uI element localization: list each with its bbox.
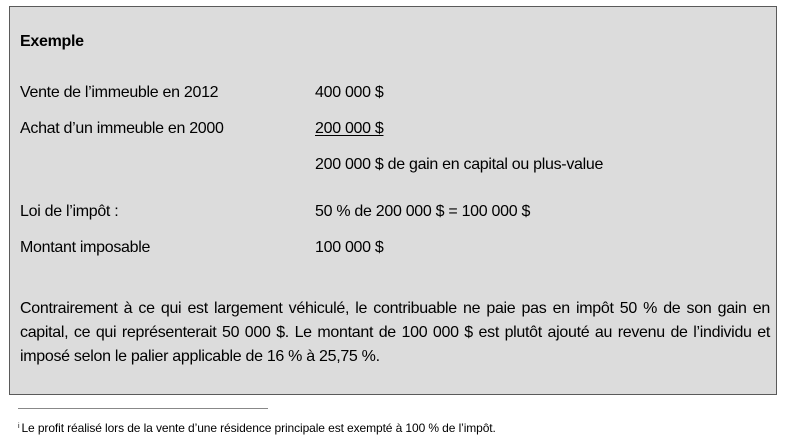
purchase-label: Achat d’un immeuble en 2000	[20, 120, 224, 137]
tax-law-value: 50 % de 200 000 $ = 100 000 $	[315, 203, 531, 220]
explanation-paragraph: Contrairement à ce qui est largement véhiculé, le contribuable ne paie pas en impôt 50 % de son gain en capital, ce qui représenterait 50 000 $. Le montant de 100 000 $ est plutôt ajouté au revenu de l’individu et imposé selon le palier applicable de 16 % à 25,75 %.	[20, 300, 770, 365]
tax-law-label: Loi de l’impôt :	[20, 203, 119, 220]
sale-label: Vente de l’immeuble en 2012	[20, 84, 219, 101]
example-box	[9, 6, 777, 395]
footnote-text: Le profit réalisé lors de la vente d’une résidence principale est exempté à 100 % de l’impôt.	[21, 421, 496, 435]
footnote-marker: i	[18, 423, 20, 430]
footnote	[18, 421, 496, 435]
example-title: Exemple	[20, 33, 84, 50]
taxable-amount-value: 100 000 $	[315, 239, 384, 256]
taxable-amount-label: Montant imposable	[20, 239, 151, 256]
capital-gain-value: 200 000 $ de gain en capital ou plus-value	[315, 156, 604, 173]
sale-value: 400 000 $	[315, 84, 384, 101]
footnote-separator	[18, 408, 268, 409]
purchase-value: 200 000 $	[315, 120, 384, 137]
